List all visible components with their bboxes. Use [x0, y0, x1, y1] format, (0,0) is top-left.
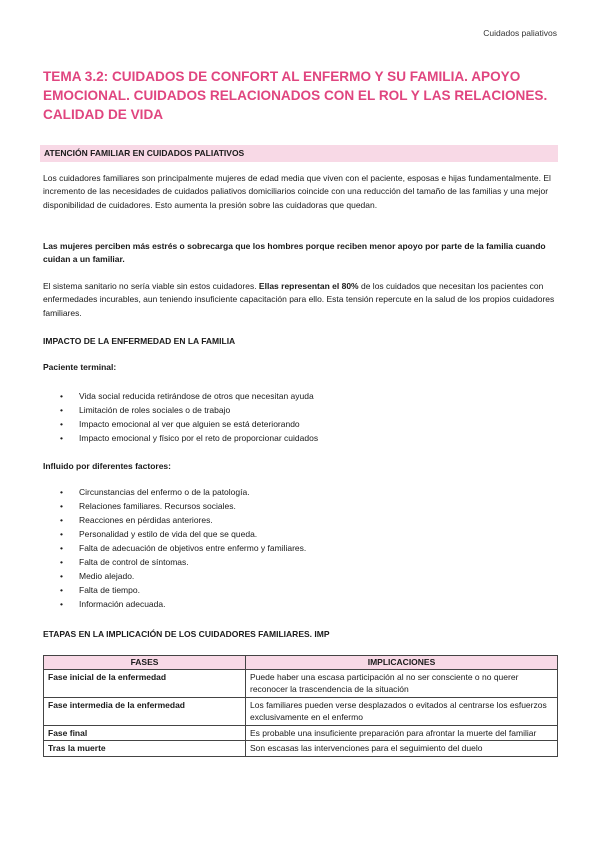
column-header-fases: FASES — [44, 656, 246, 670]
list-item: • Vida social reducida retirándose de otros que necesitan ayuda — [60, 389, 318, 403]
list-item: • Medio alejado. — [60, 569, 306, 583]
paragraph-mujeres: Las mujeres perciben más estrés o sobrecarga que los hombres porque reciben menor apoyo por parte de la familia cuando cuidan a un familiar. — [43, 241, 546, 265]
list-item: • Impacto emocional y físico por el reto de proporcionar cuidados — [60, 431, 318, 445]
paragraph-sistema-part1: El sistema sanitario no sería viable sin estos cuidadores. — [43, 281, 259, 291]
paragraph-sistema-part2: de los cuidados que necesitan los pacientes con enfermedades incurables, aun teniendo insuficiente capacitación para ello. Esta tensión repercute en la salud de los propios cuidadores familiares. — [43, 281, 555, 318]
list-item: • Reacciones en pérdidas anteriores. — [60, 513, 306, 527]
table-row — [44, 741, 558, 757]
list-item: • Falta de control de síntomas. — [60, 555, 306, 569]
column-header-implicaciones: IMPLICACIONES — [246, 656, 558, 670]
table-cell-implicacion: Puede haber una escasa participación al no ser consciente o no querer reconocer la trascendencia de la situación — [246, 669, 558, 697]
section-heading-bar — [40, 145, 558, 162]
table-cell-implicacion: Es probable una insuficiente preparación para afrontar la muerte del familiar — [246, 725, 558, 741]
list-item: • Circunstancias del enfermo o de la patología. — [60, 485, 306, 499]
table-cell-fase: Tras la muerte — [44, 741, 246, 757]
list-item: • Relaciones familiares. Recursos sociales. — [60, 499, 306, 513]
list-item: • Información adecuada. — [60, 597, 306, 611]
heading-factores: Influido por diferentes factores: — [43, 461, 171, 471]
paragraph-cuidadores: Los cuidadores familiares son principalmente mujeres de edad media que viven con el paciente, esposas e hijas fundamentalmente. El incremento de las necesidades de cuidados paliativos domiciliarios coincide con una reducción del tamaño de las familias y una mejor disponibilidad de cuidadores. Esto aumenta la presión sobre las cuidadoras que quedan. — [43, 173, 551, 210]
list-item: • Limitación de roles sociales o de trabajo — [60, 403, 318, 417]
etapas-table — [43, 655, 558, 757]
table-cell-fase: Fase inicial de la enfermedad — [44, 669, 246, 697]
list-factores — [60, 485, 306, 611]
page-title: TEMA 3.2: CUIDADOS DE CONFORT AL ENFERMO Y SU FAMILIA. APOYO EMOCIONAL. CUIDADOS RELACIONADOS CON EL ROL Y LAS RELACIONES. CALIDAD DE VIDA — [43, 69, 548, 122]
table-row — [44, 697, 558, 725]
table-row — [44, 669, 558, 697]
list-paciente-terminal — [60, 389, 318, 445]
list-item: • Personalidad y estilo de vida del que se queda. — [60, 527, 306, 541]
heading-impacto: IMPACTO DE LA ENFERMEDAD EN LA FAMILIA — [43, 336, 236, 346]
table-row — [44, 725, 558, 741]
heading-etapas: ETAPAS EN LA IMPLICACIÓN DE LOS CUIDADORES FAMILIARES. IMP — [43, 629, 330, 639]
table-cell-implicacion: Son escasas las intervenciones para el seguimiento del duelo — [246, 741, 558, 757]
document-header: Cuidados paliativos — [483, 28, 557, 38]
section-heading: ATENCIÓN FAMILIAR EN CUIDADOS PALIATIVOS — [44, 148, 245, 158]
table-cell-implicacion: Los familiares pueden verse desplazados o evitados al centrarse los esfuerzos exclusivamente en el enfermo — [246, 697, 558, 725]
heading-paciente-terminal: Paciente terminal: — [43, 362, 117, 372]
list-item: • Falta de adecuación de objetivos entre enfermo y familiares. — [60, 541, 306, 555]
list-item: • Falta de tiempo. — [60, 583, 306, 597]
table-cell-fase: Fase intermedia de la enfermedad — [44, 697, 246, 725]
table-header-row — [44, 656, 558, 670]
paragraph-sistema-bold: Ellas representan el 80% — [258, 281, 359, 291]
list-item: • Impacto emocional al ver que alguien se está deteriorando — [60, 417, 318, 431]
paragraph-sistema-sanitario — [43, 280, 558, 320]
table-cell-fase: Fase final — [44, 725, 246, 741]
